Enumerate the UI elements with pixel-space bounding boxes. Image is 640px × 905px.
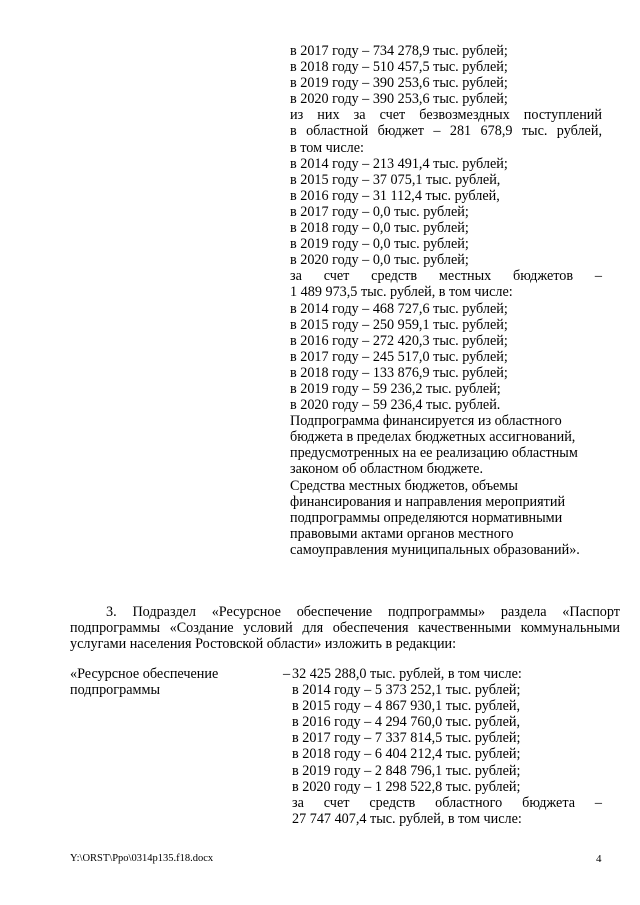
funding-breakdown-block: [290, 43, 602, 558]
funding-line: в 2015 году – 250 959,1 тыс. рублей;: [290, 316, 508, 333]
funding-line: в 2017 году – 245 517,0 тыс. рублей;: [290, 348, 508, 365]
funding-line: в 2018 году – 0,0 тыс. рублей;: [290, 220, 469, 237]
paragraph-number: 3.: [106, 604, 117, 620]
funding-line: в 2020 году – 390 253,6 тыс. рублей;: [290, 91, 508, 108]
resource-dash: –: [283, 666, 291, 682]
funding-line: в 2018 году – 510 457,5 тыс. рублей;: [290, 59, 508, 76]
funding-line: за счет средств местных бюджетов –: [290, 268, 602, 285]
resource-line: за счет средств областного бюджета –: [292, 794, 602, 811]
funding-line: в 2020 году – 59 236,4 тыс. рублей.: [290, 397, 501, 414]
resource-line: в 2017 году – 7 337 814,5 тыс. рублей;: [292, 730, 521, 747]
resource-line: в 2018 году – 6 404 212,4 тыс. рублей;: [292, 746, 521, 763]
paragraph-text: Подраздел «Ресурсное обеспечение подпрограммы» раздела «Паспорт подпрограммы «Создание условий для обеспечения качественными коммунальными услугами населения Ростовской области» изложить в редакции:: [70, 604, 621, 653]
resource-line: в 2019 году – 2 848 796,1 тыс. рублей;: [292, 762, 521, 779]
funding-line: в 2017 году – 734 278,9 тыс. рублей;: [290, 43, 508, 59]
funding-line: в 2020 году – 0,0 тыс. рублей;: [290, 252, 469, 269]
resource-line: в 2014 году – 5 373 252,1 тыс. рублей;: [292, 682, 521, 699]
funding-line: в 2018 году – 133 876,9 тыс. рублей;: [290, 364, 508, 381]
resource-line: в 2016 году – 4 294 760,0 тыс. рублей,: [292, 714, 521, 731]
funding-line: в том числе:: [290, 139, 364, 156]
funding-line: в 2017 году – 0,0 тыс. рублей;: [290, 203, 469, 220]
funding-line: в областной бюджет – 281 678,9 тыс. рублей,: [290, 123, 602, 140]
funding-line: в 2019 году – 0,0 тыс. рублей;: [290, 236, 469, 253]
resource-label: «Ресурсное обеспечение подпрограммы: [70, 666, 219, 699]
resource-line: в 2020 году – 1 298 522,8 тыс. рублей;: [292, 778, 521, 795]
funding-line: в 2019 году – 390 253,6 тыс. рублей;: [290, 75, 508, 92]
footer-file-path: Y:\ORST\Ppo\0314p135.f18.docx: [70, 853, 214, 864]
funding-line: 1 489 973,5 тыс. рублей, в том числе:: [290, 284, 513, 301]
local-budget-note: Средства местных бюджетов, объемы финансирования и направления мероприятий подпрограммы определяются нормативными правовыми актами органов местного самоуправления муниципальных образований».: [290, 477, 580, 558]
funding-line: в 2015 году – 37 075,1 тыс. рублей,: [290, 171, 501, 188]
paragraph-3: [70, 604, 620, 652]
resource-lines: [292, 666, 602, 827]
funding-line: в 2014 году – 468 727,6 тыс. рублей;: [290, 300, 508, 317]
financing-note: Подпрограмма финансируется из областного бюджета в пределах бюджетных ассигнований, предусмотренных на ее реализацию областным законом об областном бюджете.: [290, 413, 578, 478]
resource-line: 32 425 288,0 тыс. рублей, в том числе:: [292, 666, 522, 682]
funding-line: в 2016 году – 272 420,3 тыс. рублей;: [290, 332, 508, 349]
funding-line: в 2014 году – 213 491,4 тыс. рублей;: [290, 155, 508, 172]
funding-line: в 2016 году – 31 112,4 тыс. рублей,: [290, 187, 500, 204]
page-number: 4: [596, 853, 602, 865]
resource-line: в 2015 году – 4 867 930,1 тыс. рублей,: [292, 698, 521, 715]
funding-line: из них за счет безвозмездных поступлений: [290, 107, 602, 124]
resource-line: 27 747 407,4 тыс. рублей, в том числе:: [292, 810, 522, 827]
funding-line: в 2019 году – 59 236,2 тыс. рублей;: [290, 380, 501, 397]
